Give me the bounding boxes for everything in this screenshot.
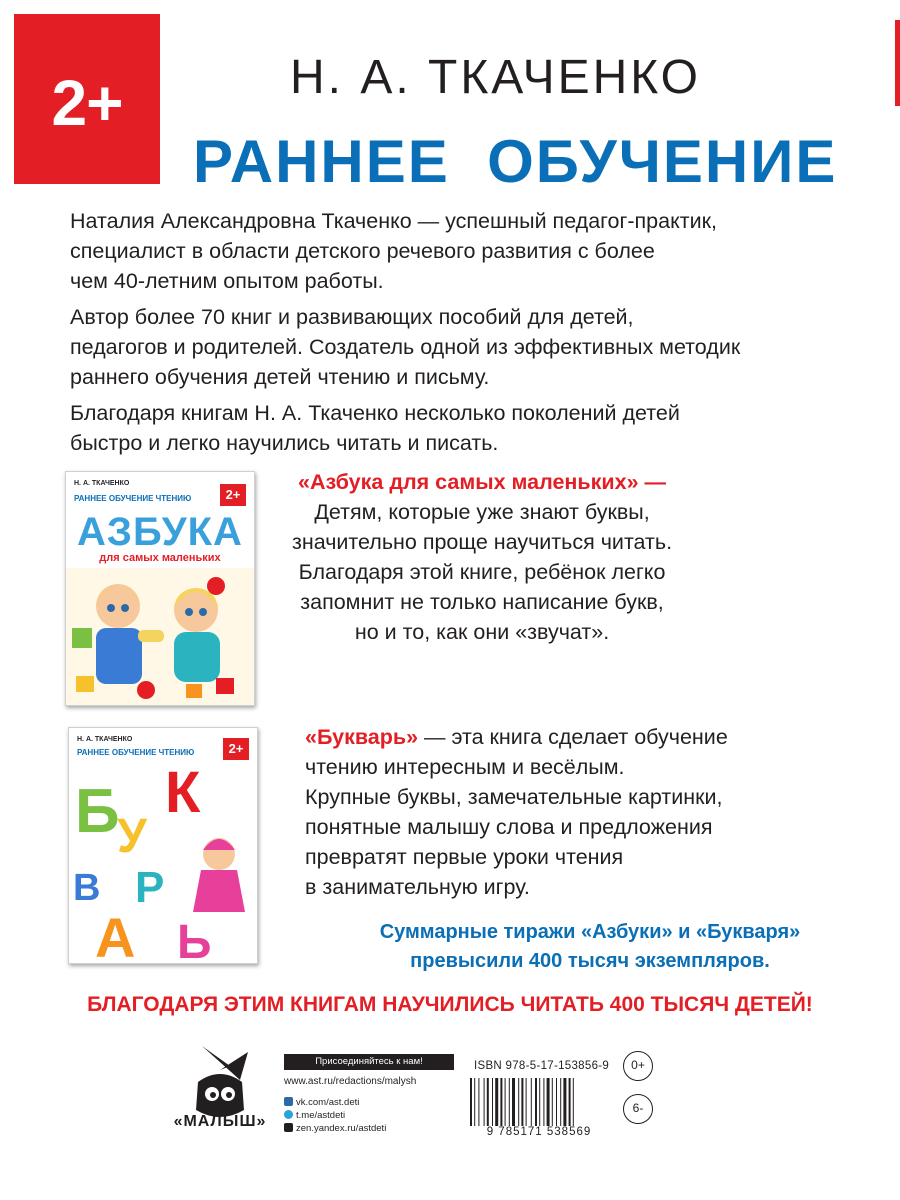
vk-icon (284, 1097, 293, 1106)
barcode-bar (543, 1078, 544, 1132)
text-line: быстро и легко научились читать и писать. (70, 431, 499, 455)
edge-mark (895, 20, 900, 106)
bukvar-description (305, 722, 728, 902)
text-line: Благодаря книгам Н. А. Ткаченко несколько поколений детей (70, 401, 680, 425)
text-line: в занимательную игру. (305, 875, 530, 899)
headline: БЛАГОДАРЯ ЭТИМ КНИГАМ НАУЧИЛИСЬ ЧИТАТЬ 400 ТЫСЯЧ ДЕТЕЙ! (87, 993, 813, 1016)
text-line: Суммарные тиражи «Азбуки» и «Букваря» (379, 921, 801, 943)
barcode-digits: 9 785171 538569 (464, 1126, 614, 1138)
text-line: превысили 400 тысяч экземпляров. (410, 950, 770, 972)
cover-author: Н. А. ТКАЧЕНКО (77, 736, 133, 743)
barcode-bar (492, 1078, 493, 1132)
text-line: Детям, которые уже знают буквы, (314, 500, 650, 524)
cover-age-badge: 2+ (220, 484, 246, 506)
barcode-bar (484, 1078, 485, 1132)
barcode-bar (569, 1078, 571, 1132)
join-banner: Присоединяйтесь к нам! (284, 1054, 454, 1070)
cover-subtitle: для самых маленьких (99, 552, 221, 564)
barcode-bar (560, 1078, 561, 1132)
cover-author: Н. А. ТКАЧЕНКО (74, 480, 130, 487)
text-line: Благодаря этой книге, ребёнок легко (298, 560, 666, 584)
barcode-bar (526, 1078, 527, 1132)
barcode-bar (505, 1078, 506, 1132)
barcode-bar (487, 1078, 489, 1132)
bukvar-first-line (305, 722, 728, 752)
cover-series: РАННЕЕ ОБУЧЕНИЕ ЧТЕНИЮ (74, 494, 192, 503)
children-illustration (66, 568, 255, 706)
circulation-note (270, 918, 900, 976)
social-link-zen[interactable] (284, 1123, 386, 1134)
azbuka-lead: «Азбука для самых маленьких» — (298, 470, 667, 494)
barcode-bar (470, 1078, 472, 1132)
zen-icon (284, 1123, 293, 1132)
barcode-bar (495, 1078, 498, 1132)
barcode-bar (573, 1078, 574, 1132)
barcode-bar (556, 1078, 557, 1132)
social-link-vk[interactable] (284, 1097, 359, 1108)
age-badge (14, 14, 160, 184)
bukvar-lead: «Букварь» (305, 725, 419, 749)
barcode-bar (547, 1078, 550, 1132)
svg-text:Ь: Ь (177, 916, 212, 965)
barcode-bar (521, 1078, 523, 1132)
series-title: РАННЕЕ ОБУЧЕНИЕ (193, 128, 838, 195)
social-text: t.me/astdeti (296, 1110, 346, 1121)
barcode-bar (509, 1078, 510, 1132)
text-line: значительно проще научиться читать. (292, 530, 673, 554)
author-name: Н. А. ТКАЧЕНКО (290, 51, 701, 104)
svg-text:У: У (117, 810, 147, 863)
text-line: чем 40-летним опытом работы. (70, 269, 384, 293)
intro-paragraph-1 (70, 206, 870, 296)
cover-series: РАННЕЕ ОБУЧЕНИЕ ЧТЕНИЮ (77, 748, 195, 757)
text-line: Наталия Александровна Ткаченко — успешный педагог-практик, (70, 209, 717, 233)
letters-illustration (69, 762, 258, 964)
social-link-telegram[interactable] (284, 1110, 345, 1121)
site-link[interactable]: www.ast.ru/redactions/malysh (284, 1076, 417, 1087)
svg-text:Б: Б (75, 777, 120, 846)
svg-text:А: А (95, 906, 136, 965)
barcode-bar (474, 1078, 475, 1132)
age-mark-0plus: 0+ (623, 1051, 653, 1081)
svg-text:В: В (73, 867, 101, 909)
text-line: чтению интересным и весёлым. (305, 755, 625, 779)
text-line: запомнит не только написание букв, (300, 590, 664, 614)
isbn-text: ISBN 978-5-17-153856-9 (474, 1060, 610, 1072)
barcode-bar (531, 1078, 532, 1132)
barcode-bar (500, 1078, 502, 1132)
telegram-icon (284, 1110, 293, 1119)
svg-text:Р: Р (135, 863, 165, 912)
barcode-bar (478, 1078, 479, 1132)
barcode-bar (512, 1078, 515, 1132)
intro-paragraph-2 (70, 302, 870, 392)
barcode-bar (563, 1078, 566, 1132)
azbuka-description (292, 467, 672, 647)
text-line: педагогов и родителей. Создатель одной из эффективных методик (70, 335, 741, 359)
barcode-bar (535, 1078, 537, 1132)
text-line: Автор более 70 книг и развивающих пособий для детей, (70, 305, 634, 329)
text-line: понятные малышу слова и предложения (305, 815, 713, 839)
bukvar-first-rest: — эта книга сделает обучение (418, 725, 728, 749)
age-badge-label: 2+ (51, 67, 123, 139)
barcode-bar (518, 1078, 519, 1132)
age-mark-6: 6- (623, 1094, 653, 1124)
social-text: vk.com/ast.deti (296, 1097, 360, 1108)
barcode-bar (539, 1078, 540, 1132)
azbuka-cover-image (65, 471, 255, 706)
svg-text:К: К (165, 762, 201, 825)
text-line: но и то, как они «звучат». (354, 620, 610, 644)
text-line: специалист в области детского речевого развития с более (70, 239, 655, 263)
barcode-bar (552, 1078, 553, 1132)
intro-paragraph-3 (70, 398, 870, 458)
text-line: Крупные буквы, замечательные картинки, (305, 785, 723, 809)
social-text: zen.yandex.ru/astdeti (296, 1123, 387, 1134)
bukvar-cover-image (68, 727, 258, 964)
cover-age-badge: 2+ (223, 738, 249, 760)
text-line: превратят первые уроки чтения (305, 845, 624, 869)
text-line: раннего обучения детей чтению и письму. (70, 365, 490, 389)
cover-title: АЗБУКА (77, 510, 243, 554)
publisher-name: «МАЛЫШ» (173, 1113, 267, 1130)
